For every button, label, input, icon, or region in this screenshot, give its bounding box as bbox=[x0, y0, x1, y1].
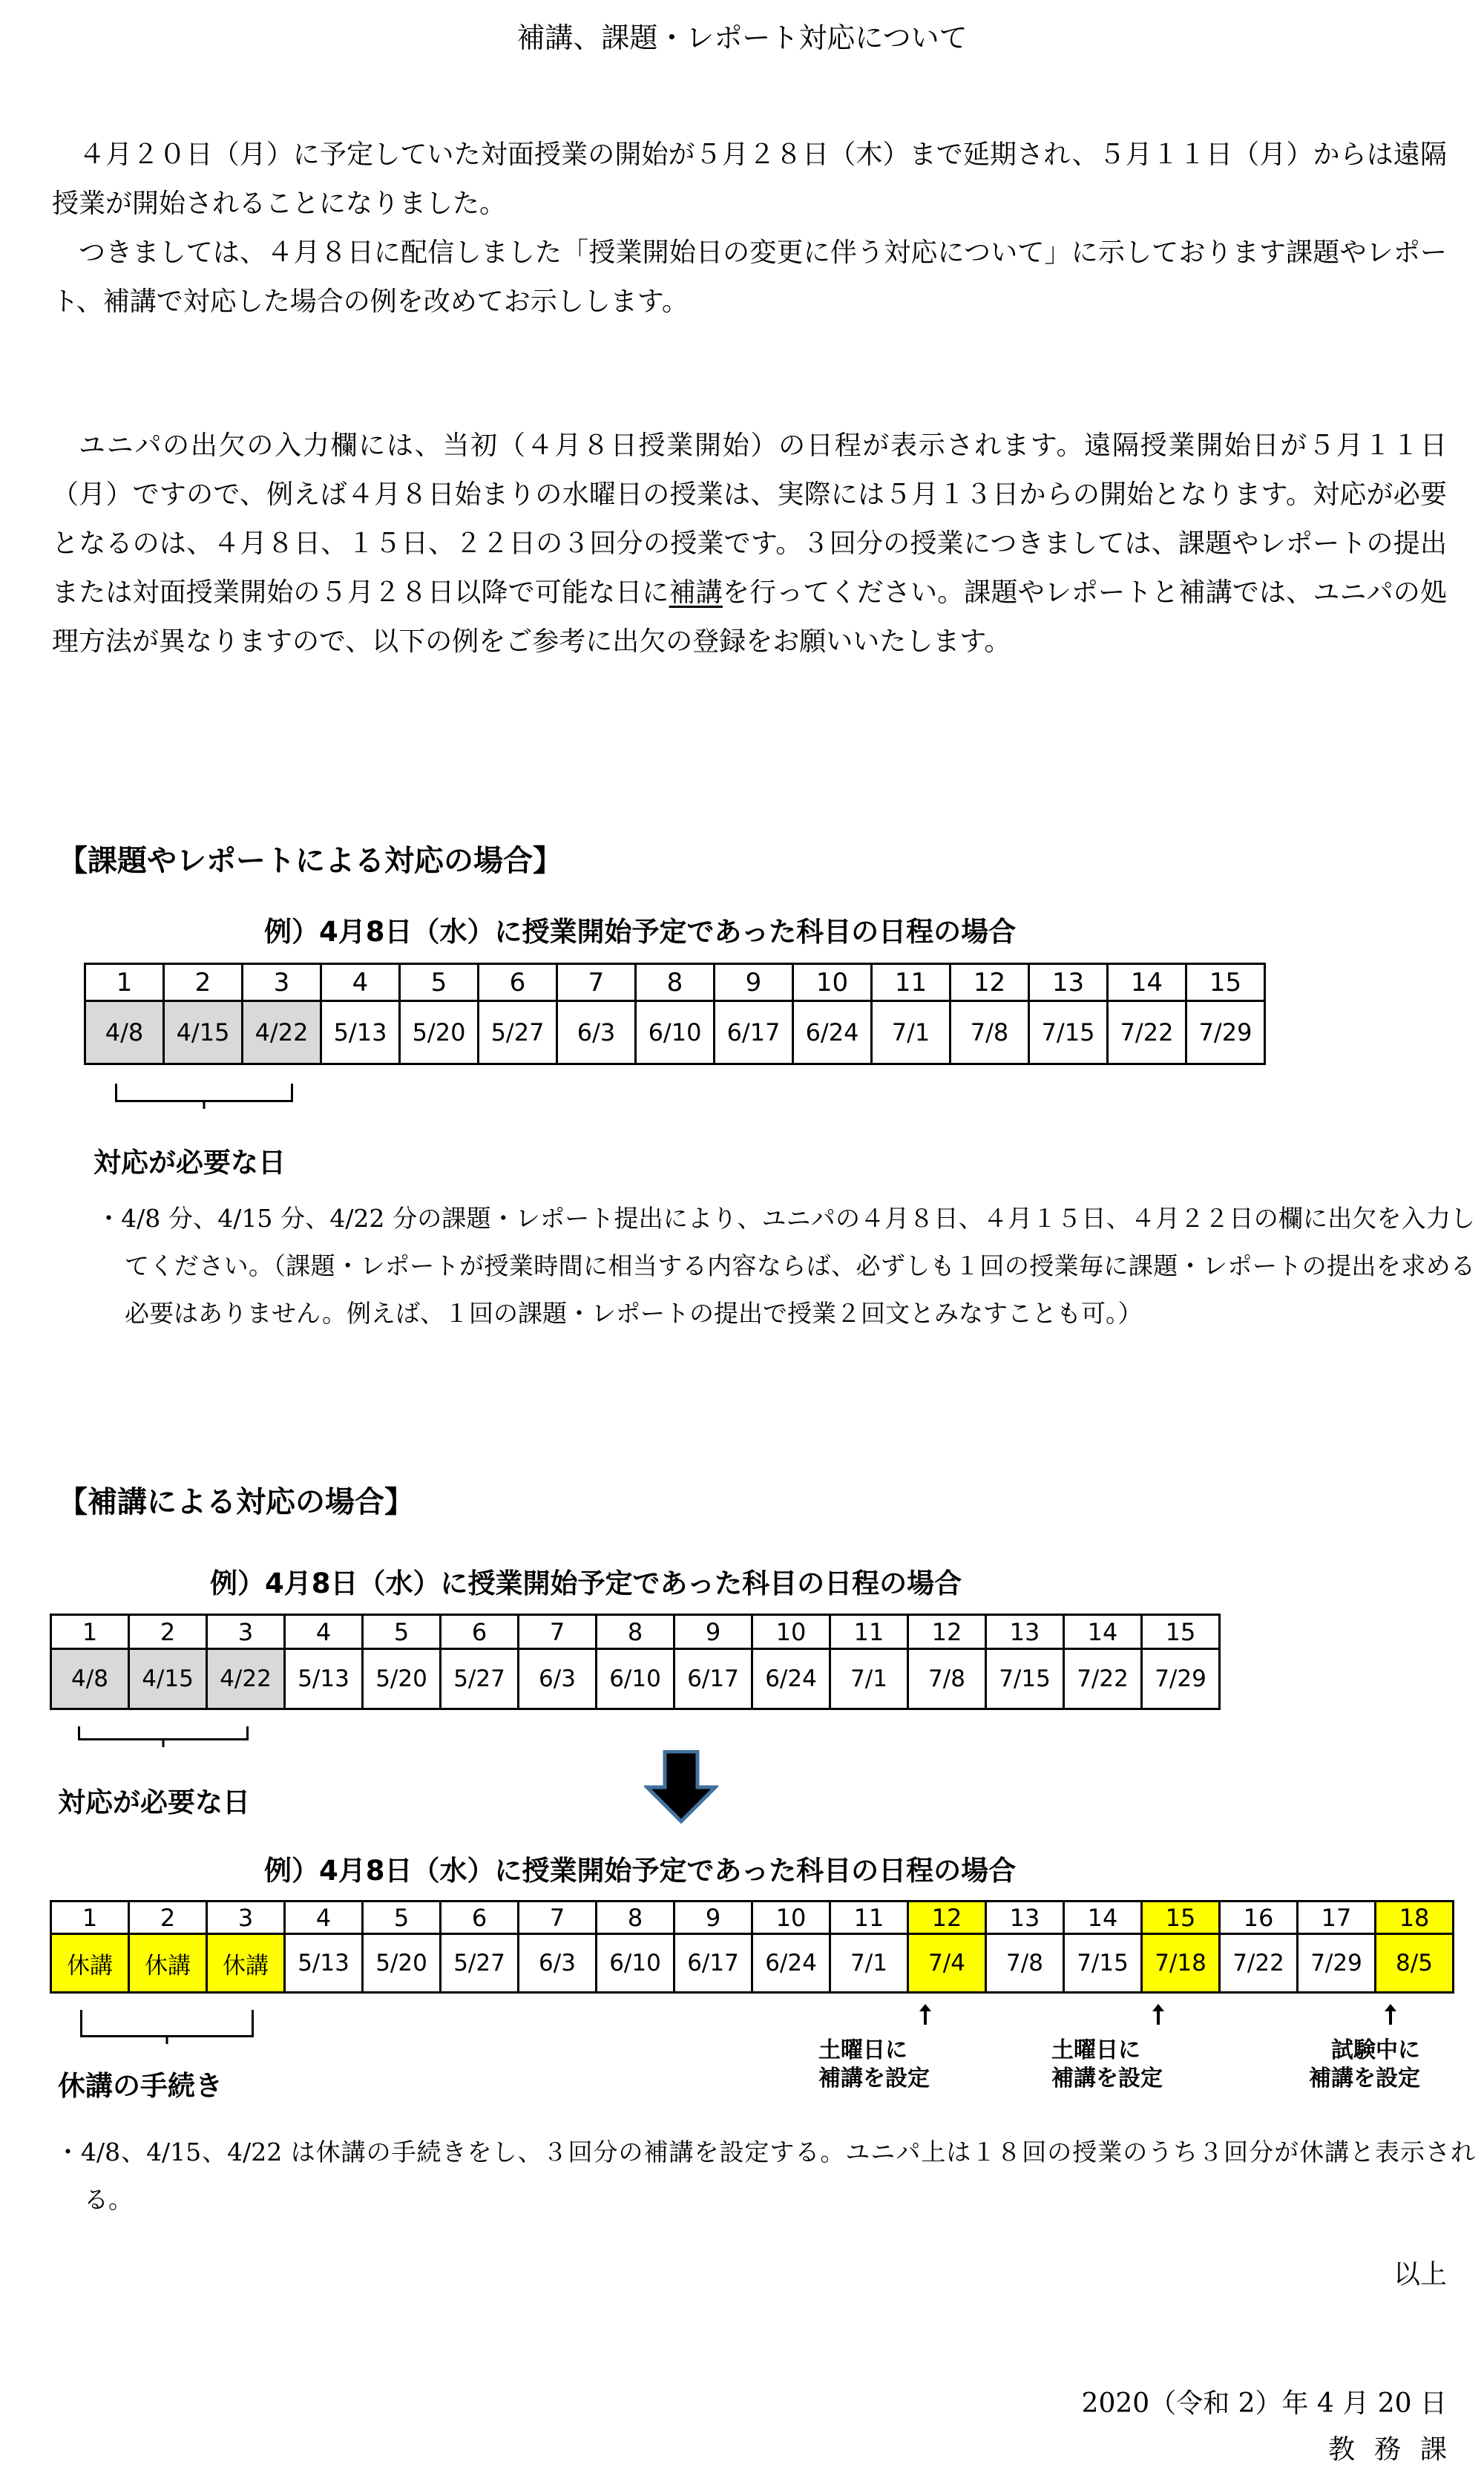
lesson-date-cell: 5/27 bbox=[441, 1934, 519, 1993]
lesson-number-cell: 5 bbox=[363, 1615, 441, 1649]
lesson-date-cell: 4/15 bbox=[164, 1001, 243, 1064]
lesson-number-cell: 10 bbox=[752, 1902, 830, 1934]
lesson-date-cell: 6/10 bbox=[636, 1001, 715, 1064]
lesson-number-cell: 7 bbox=[557, 964, 636, 1001]
lesson-number-cell: 1 bbox=[85, 964, 164, 1001]
lesson-date-cell: 5/27 bbox=[441, 1649, 519, 1709]
lesson-number-cell: 3 bbox=[207, 1902, 285, 1934]
lesson-date-cell: 8/5 bbox=[1376, 1934, 1454, 1993]
lesson-number-cell: 15 bbox=[1186, 964, 1265, 1001]
lesson-date-cell: 5/13 bbox=[321, 1001, 400, 1064]
report-note: ・4/8 分、4/15 分、4/22 分の課題・レポート提出により、ユニパの４月８日、４月１５日、４月２２日の欄に出欠を入力してください。（課題・レポートが授業時間に相当する内容ならば、必ずしも１回の授業毎に課題・レポートの提出を求める必要はありません。例えば、１回の課題・レポートの提出で授業２回文とみなすことも可。） bbox=[96, 1204, 1476, 1328]
table2-caption: 例）4月8日（水）に授業開始予定であった科目の日程の場合 bbox=[210, 1568, 962, 1599]
issue-date: 2020（令和 2）年 4 月 20 日 bbox=[1081, 2388, 1447, 2419]
detail-text-part2: を行ってください。課題やレポートと補講では、ユニパの処理方法が異なりますので、以下の例をご参考に出欠の登録をお願いいたします。 bbox=[52, 577, 1447, 657]
lesson-date-cell: 6/10 bbox=[597, 1934, 674, 1993]
lesson-number-cell: 15 bbox=[1142, 1615, 1220, 1649]
lesson-date-cell: 7/22 bbox=[1220, 1934, 1298, 1993]
bracket-icon bbox=[80, 2010, 254, 2037]
lesson-number-cell: 14 bbox=[1064, 1615, 1142, 1649]
department-name: 教務課 bbox=[1327, 2434, 1466, 2465]
section-report-heading: 【課題やレポートによる対応の場合】 bbox=[58, 844, 562, 878]
detail-text bbox=[52, 422, 1447, 666]
annotation-line1: 試験中に bbox=[1331, 2037, 1420, 2063]
lesson-number-cell: 5 bbox=[363, 1902, 441, 1934]
section-makeup-heading: 【補講による対応の場合】 bbox=[58, 1485, 414, 1519]
lesson-date-cell: 7/15 bbox=[1064, 1934, 1142, 1993]
bracket-icon bbox=[115, 1084, 293, 1102]
lesson-number-cell: 18 bbox=[1376, 1902, 1454, 1934]
bracket-icon bbox=[78, 1726, 249, 1740]
annotation-line2: 補講を設定 bbox=[1051, 2066, 1163, 2092]
table-row-dates bbox=[51, 1649, 1220, 1709]
lesson-date-cell: 休講 bbox=[129, 1934, 207, 1993]
lesson-number-cell: 6 bbox=[479, 964, 557, 1001]
detail-underlined-text: 補講 bbox=[669, 577, 723, 608]
lesson-number-cell: 11 bbox=[830, 1902, 908, 1934]
lesson-date-cell: 7/29 bbox=[1298, 1934, 1376, 1993]
lesson-number-cell: 12 bbox=[908, 1615, 986, 1649]
lesson-number-cell: 11 bbox=[872, 964, 951, 1001]
schedule-table-report bbox=[84, 963, 1266, 1065]
lesson-number-cell: 12 bbox=[908, 1902, 986, 1934]
lesson-number-cell: 13 bbox=[1029, 964, 1108, 1001]
lesson-date-cell: 休講 bbox=[207, 1934, 285, 1993]
lesson-number-cell: 9 bbox=[715, 964, 793, 1001]
lesson-number-cell: 5 bbox=[400, 964, 479, 1001]
annotation-line2: 補講を設定 bbox=[1309, 2066, 1420, 2092]
lesson-number-cell: 16 bbox=[1220, 1902, 1298, 1934]
lesson-date-cell: 7/15 bbox=[1029, 1001, 1108, 1064]
lesson-number-cell: 3 bbox=[207, 1615, 285, 1649]
lesson-number-cell: 4 bbox=[285, 1902, 363, 1934]
lesson-date-cell: 7/8 bbox=[951, 1001, 1029, 1064]
lesson-number-cell: 10 bbox=[752, 1615, 830, 1649]
lesson-number-cell: 4 bbox=[321, 964, 400, 1001]
lesson-date-cell: 6/24 bbox=[752, 1934, 830, 1993]
annotation-line1: 土曜日に bbox=[818, 2037, 907, 2063]
lesson-date-cell: 6/3 bbox=[519, 1934, 597, 1993]
table1-caption: 例）4月8日（水）に授業開始予定であった科目の日程の場合 bbox=[264, 916, 1017, 948]
lesson-date-cell: 6/17 bbox=[715, 1001, 793, 1064]
annotation-line2: 補講を設定 bbox=[818, 2066, 930, 2092]
up-arrow-icon bbox=[918, 2004, 933, 2025]
lesson-number-cell: 8 bbox=[597, 1615, 674, 1649]
lesson-number-cell: 13 bbox=[986, 1615, 1064, 1649]
annotation-exam-makeup bbox=[1126, 2037, 1420, 2093]
table-row-numbers bbox=[51, 1902, 1454, 1934]
lesson-number-cell: 12 bbox=[951, 964, 1029, 1001]
intro-paragraph-2: つきましては、４月８日に配信しました「授業開始日の変更に伴う対応について」に示しております課題やレポート、補講で対応した場合の例を改めてお示しします。 bbox=[52, 238, 1447, 317]
intro-paragraph-1: ４月２０日（月）に予定していた対面授業の開始が５月２８日（木）まで延期され、５月１１日（月）からは遠隔授業が開始されることになりました。 bbox=[52, 140, 1447, 219]
lesson-date-cell: 4/15 bbox=[129, 1649, 207, 1709]
lesson-number-cell: 4 bbox=[285, 1615, 363, 1649]
lesson-number-cell: 1 bbox=[51, 1902, 129, 1934]
lesson-number-cell: 10 bbox=[793, 964, 872, 1001]
lesson-date-cell: 6/17 bbox=[674, 1934, 752, 1993]
closing-text: 以上 bbox=[1393, 2259, 1447, 2290]
lesson-date-cell: 6/3 bbox=[557, 1001, 636, 1064]
lesson-number-cell: 8 bbox=[636, 964, 715, 1001]
lesson-date-cell: 5/20 bbox=[400, 1001, 479, 1064]
lesson-date-cell: 7/18 bbox=[1142, 1934, 1220, 1993]
lesson-date-cell: 7/4 bbox=[908, 1934, 986, 1993]
lesson-date-cell: 5/13 bbox=[285, 1934, 363, 1993]
lesson-date-cell: 6/24 bbox=[752, 1649, 830, 1709]
lesson-date-cell: 6/24 bbox=[793, 1001, 872, 1064]
lesson-date-cell: 4/22 bbox=[207, 1649, 285, 1709]
lesson-date-cell: 4/8 bbox=[51, 1649, 129, 1709]
schedule-table-before bbox=[50, 1614, 1221, 1710]
lesson-number-cell: 14 bbox=[1108, 964, 1186, 1001]
lesson-date-cell: 6/17 bbox=[674, 1649, 752, 1709]
table-row-dates bbox=[51, 1934, 1454, 1993]
lesson-date-cell: 5/20 bbox=[363, 1934, 441, 1993]
lesson-number-cell: 2 bbox=[129, 1615, 207, 1649]
up-arrow-icon bbox=[1383, 2004, 1398, 2025]
lesson-date-cell: 7/8 bbox=[986, 1934, 1064, 1993]
lesson-number-cell: 11 bbox=[830, 1615, 908, 1649]
lesson-date-cell: 5/13 bbox=[285, 1649, 363, 1709]
down-arrow-icon bbox=[644, 1750, 718, 1824]
schedule-table-after bbox=[50, 1900, 1454, 1994]
lesson-number-cell: 17 bbox=[1298, 1902, 1376, 1934]
lesson-number-cell: 14 bbox=[1064, 1902, 1142, 1934]
makeup-note: ・4/8、4/15、4/22 は休講の手続きをし、３回分の補講を設定する。ユニパ上は１８回の授業のうち３回分が休講と表示される。 bbox=[56, 2138, 1475, 2214]
lesson-date-cell: 7/8 bbox=[908, 1649, 986, 1709]
lesson-number-cell: 3 bbox=[243, 964, 321, 1001]
lesson-number-cell: 2 bbox=[129, 1902, 207, 1934]
lesson-number-cell: 9 bbox=[674, 1615, 752, 1649]
lesson-number-cell: 8 bbox=[597, 1902, 674, 1934]
lesson-number-cell: 6 bbox=[441, 1615, 519, 1649]
document-title: 補講、課題・レポート対応について bbox=[516, 22, 968, 54]
lesson-date-cell: 5/27 bbox=[479, 1001, 557, 1064]
lesson-date-cell: 7/29 bbox=[1186, 1001, 1265, 1064]
lesson-number-cell: 7 bbox=[519, 1902, 597, 1934]
detail-paragraph bbox=[52, 422, 1447, 666]
table-row-dates bbox=[85, 1001, 1265, 1064]
lesson-number-cell: 7 bbox=[519, 1615, 597, 1649]
lesson-number-cell: 13 bbox=[986, 1902, 1064, 1934]
lesson-date-cell: 7/15 bbox=[986, 1649, 1064, 1709]
lesson-date-cell: 5/20 bbox=[363, 1649, 441, 1709]
lesson-number-cell: 2 bbox=[164, 964, 243, 1001]
table3-caption: 例）4月8日（水）に授業開始予定であった科目の日程の場合 bbox=[264, 1855, 1017, 1887]
lesson-date-cell: 6/3 bbox=[519, 1649, 597, 1709]
lesson-date-cell: 7/1 bbox=[830, 1934, 908, 1993]
annotation-line1: 土曜日に bbox=[1051, 2037, 1140, 2063]
lesson-date-cell: 7/1 bbox=[872, 1001, 951, 1064]
detail-text-part1: ユニパの出欠の入力欄には、当初（４月８日授業開始）の日程が表示されます。遠隔授業開始日が５月１１日（月）ですので、例えば４月８日始まりの水曜日の授業は、実際には５月１３日からの開始となります。対応が必要となるのは、４月８日、１５日、２２日の３回分の授業です。３回分の授業につきましては、課題やレポートの提出または対面授業開始の５月２８日以降で可能な日に bbox=[52, 430, 1447, 608]
lesson-date-cell: 7/22 bbox=[1064, 1649, 1142, 1709]
lesson-date-cell: 休講 bbox=[51, 1934, 129, 1993]
lesson-date-cell: 7/29 bbox=[1142, 1649, 1220, 1709]
lesson-date-cell: 7/1 bbox=[830, 1649, 908, 1709]
intro-paragraphs bbox=[52, 131, 1447, 327]
lesson-date-cell: 4/22 bbox=[243, 1001, 321, 1064]
lesson-date-cell: 6/10 bbox=[597, 1649, 674, 1709]
bracket-label-cancel-procedure: 休講の手続き bbox=[58, 2070, 223, 2102]
up-arrow-icon bbox=[1151, 2004, 1166, 2025]
lesson-number-cell: 6 bbox=[441, 1902, 519, 1934]
annotation-saturday-makeup bbox=[818, 2037, 930, 2093]
lesson-number-cell: 1 bbox=[51, 1615, 129, 1649]
lesson-date-cell: 7/22 bbox=[1108, 1001, 1186, 1064]
lesson-number-cell: 15 bbox=[1142, 1902, 1220, 1934]
bracket-label-required-days: 対応が必要な日 bbox=[58, 1786, 250, 1818]
table-row-numbers bbox=[51, 1615, 1220, 1649]
lesson-date-cell: 4/8 bbox=[85, 1001, 164, 1064]
lesson-number-cell: 9 bbox=[674, 1902, 752, 1934]
bracket-label-required-days: 対応が必要な日 bbox=[93, 1147, 286, 1179]
table-row-numbers bbox=[85, 964, 1265, 1001]
